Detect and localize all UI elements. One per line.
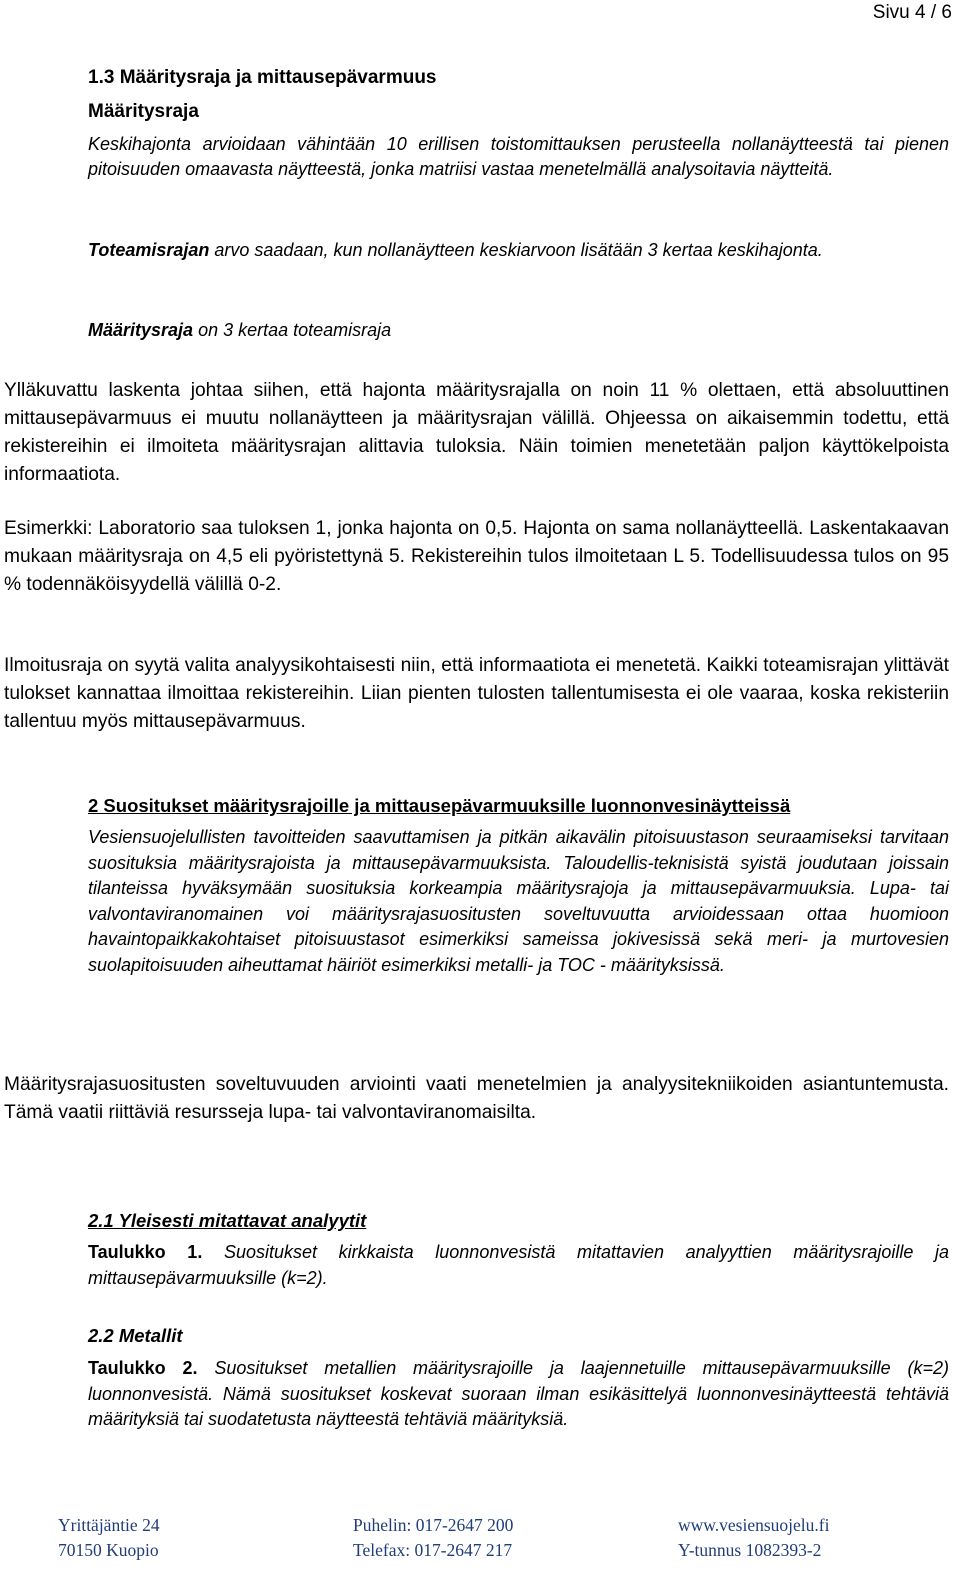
term: Määritysraja [88, 320, 194, 340]
caption-text: Suositukset kirkkaista luonnonvesistä mitattavien analyyttien määritysrajoille ja mittausepävarmuuksille (k=2). [88, 1242, 949, 1288]
footer-address [58, 1513, 160, 1563]
footer-website[interactable]: www.vesiensuojelu.fi [678, 1515, 830, 1535]
section-heading: 2 Suositukset määritysrajoille ja mittausepävarmuuksille luonnonvesinäytteissä [88, 795, 791, 816]
page-number: Sivu 4 / 6 [872, 2, 952, 23]
paragraph: Vesiensuojelullisten tavoitteiden saavuttamisen ja pitkän aikavälin pitoisuustason seuraamiseksi tarvitaan suosituksia määritysrajoista ja mittausepävarmuuksista. Taloudellis-teknisistä syistä joudutaan joissain tilanteissa hyväksymään suosituksia korkeampia määritysrajoja ja mittausepävarmuuksia. Lupa- tai valvontaviranomainen voi määritysrajasuositusten soveltuvuutta arvioidessaan ottaa huomioon havaintopaikkakohtaiset pitoisuustasot esimerkiksi sameissa jokivesissä sekä meri- ja murtovesien suolapitoisuuden aiheuttamat häiriöt esimerkiksi metalli- ja TOC - määrityksissä. [88, 827, 949, 975]
table-caption [88, 1240, 949, 1291]
footer-fax: Telefax: 017-2647 217 [353, 1540, 513, 1560]
paragraph: Määritysrajasuositusten soveltuvuuden arviointi vaati menetelmien ja analyysitekniikoiden asiantuntemusta. Tämä vaatii riittäviä resursseja lupa- tai valvontaviranomaisilta. [4, 1074, 949, 1123]
paragraph: Esimerkki: Laboratorio saa tuloksen 1, jonka hajonta on 0,5. Hajonta on sama nollanäytteellä. Laskentakaavan mukaan määritysraja on 4,5 eli pyöristettynä 5. Rekistereihin tulos ilmoitetaan L 5. Todellisuudessa tulos on 95 % todennäköisyydellä välillä 0-2. [4, 518, 949, 595]
footer-web [678, 1513, 829, 1563]
footer-business-id: Y-tunnus 1082393-2 [678, 1540, 822, 1560]
paragraph-text: arvo saadaan, kun nollanäytteen keskiarvoon lisätään 3 kertaa keskihajonta. [209, 240, 823, 260]
section-heading: 2.2 Metallit [88, 1325, 183, 1346]
section-heading: 2.1 Yleisesti mitattavat analyytit [88, 1210, 367, 1231]
table-label: Taulukko 2. [88, 1358, 198, 1378]
subheading: Määritysraja [88, 101, 199, 122]
footer-phone: Puhelin: 017-2647 200 [353, 1515, 514, 1535]
table-label: Taulukko 1. [88, 1242, 203, 1262]
section-heading: 1.3 Määritysraja ja mittausepävarmuus [88, 67, 437, 88]
paragraph-text: on 3 kertaa toteamisraja [193, 320, 392, 340]
footer-contact [353, 1513, 513, 1563]
paragraph: Keskihajonta arvioidaan vähintään 10 erillisen toistomittauksen perusteella nollanäytteestä tai pienen pitoisuuden omaavasta näytteestä, jonka matriisi vastaa menetelmällä analysoitavia näytteitä. [88, 134, 949, 179]
paragraph [88, 318, 949, 343]
footer-street: Yrittäjäntie 24 [58, 1515, 160, 1535]
caption-text: Suositukset metallien määritysrajoille ja laajennetuille mittausepävarmuuksille (k=2) luonnonvesistä. Nämä suositukset koskevat suoraan ilman esikäsittelyä luonnonvesinäytteestä tehtäviä määrityksiä tai suodatetusta näytteestä tehtäviä määrityksiä. [88, 1358, 949, 1430]
term: Toteamisrajan [88, 240, 210, 260]
table-caption [88, 1356, 949, 1433]
paragraph: Ylläkuvattu laskenta johtaa siihen, että hajonta määritysrajalla on noin 11 % olettaen, että absoluuttinen mittausepävarmuus ei muutu nollanäytteen ja määritysrajan välillä. Ohjeessa on aikaisemmin todettu, että rekistereihin ei ilmoiteta määritysrajan alittavia tuloksia. Näin toimien menetetään paljon käyttökelpoista informaatiota. [4, 380, 949, 485]
page-footer [0, 1513, 960, 1573]
paragraph [88, 238, 949, 263]
paragraph: Ilmoitusraja on syytä valita analyysikohtaisesti niin, että informaatiota ei menetetä. Kaikki toteamisrajan ylittävät tulokset kannattaa ilmoittaa rekistereihin. Liian pienten tulosten tallentumisesta ei ole vaaraa, koska rekisteriin tallentuu myös mittausepävarmuus. [4, 655, 949, 732]
footer-postal: 70150 Kuopio [58, 1540, 159, 1560]
